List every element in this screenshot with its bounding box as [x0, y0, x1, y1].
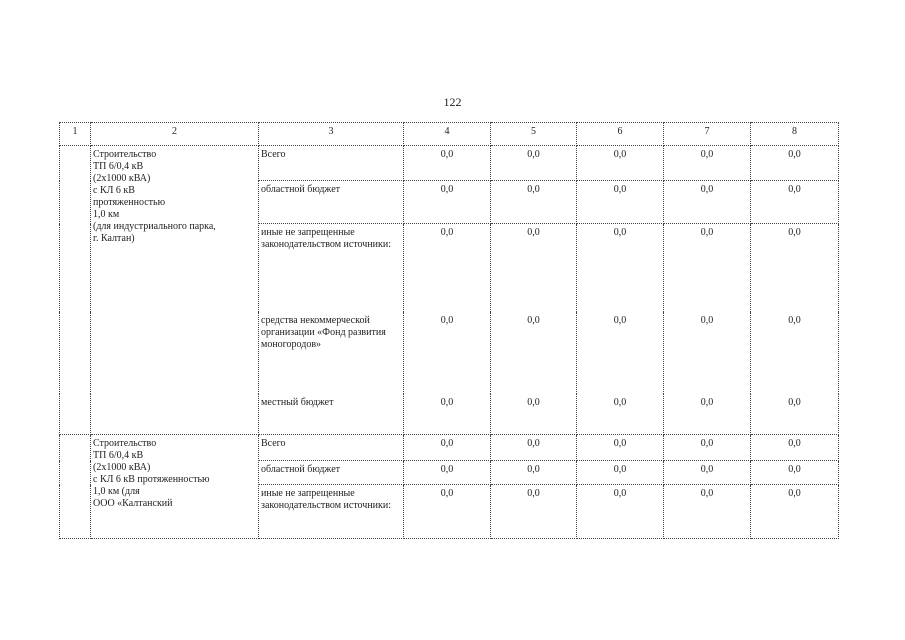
- value-cell: 0,0: [577, 435, 664, 461]
- header-cell: 7: [664, 123, 751, 146]
- value-cell: 0,0: [404, 312, 491, 394]
- funding-source: средства некоммерческой организации «Фонд развития моногородов»: [259, 312, 404, 394]
- value-cell: 0,0: [664, 394, 751, 435]
- value-cell: 0,0: [577, 224, 664, 312]
- value-cell: 0,0: [491, 224, 577, 312]
- value-cell: 0,0: [751, 312, 839, 394]
- header-cell: 6: [577, 123, 664, 146]
- header-cell: 5: [491, 123, 577, 146]
- value-cell: 0,0: [664, 146, 751, 181]
- value-cell: 0,0: [491, 181, 577, 224]
- value-cell: 0,0: [491, 146, 577, 181]
- value-cell: 0,0: [404, 394, 491, 435]
- value-cell: 0,0: [664, 461, 751, 485]
- value-cell: 0,0: [491, 312, 577, 394]
- row-index-cell: [60, 435, 91, 539]
- header-cell: 8: [751, 123, 839, 146]
- page-number: 122: [443, 95, 462, 109]
- header-cell: 4: [404, 123, 491, 146]
- value-cell: 0,0: [491, 435, 577, 461]
- value-cell: 0,0: [664, 224, 751, 312]
- table-row: [60, 146, 839, 181]
- table-row: [60, 435, 839, 461]
- budget-table: [59, 122, 839, 539]
- value-cell: 0,0: [751, 181, 839, 224]
- funding-source: Всего: [259, 146, 404, 181]
- value-cell: 0,0: [404, 181, 491, 224]
- value-cell: 0,0: [404, 224, 491, 312]
- funding-source: иные не запрещенные законодательством источники:: [259, 485, 404, 539]
- value-cell: 0,0: [577, 312, 664, 394]
- value-cell: 0,0: [664, 485, 751, 539]
- funding-source: областной бюджет: [259, 461, 404, 485]
- value-cell: 0,0: [751, 394, 839, 435]
- header-row: [60, 123, 839, 146]
- value-cell: 0,0: [664, 181, 751, 224]
- value-cell: 0,0: [404, 146, 491, 181]
- header-cell: 1: [60, 123, 91, 146]
- value-cell: 0,0: [404, 461, 491, 485]
- value-cell: 0,0: [491, 485, 577, 539]
- value-cell: 0,0: [751, 435, 839, 461]
- value-cell: 0,0: [577, 485, 664, 539]
- row-index-cell: [60, 146, 91, 435]
- value-cell: 0,0: [751, 224, 839, 312]
- funding-source: областной бюджет: [259, 181, 404, 224]
- value-cell: 0,0: [577, 461, 664, 485]
- value-cell: 0,0: [664, 435, 751, 461]
- header-cell: 3: [259, 123, 404, 146]
- funding-source: местный бюджет: [259, 394, 404, 435]
- funding-source: Всего: [259, 435, 404, 461]
- value-cell: 0,0: [491, 461, 577, 485]
- value-cell: 0,0: [577, 181, 664, 224]
- object-description: Строительство ТП 6/0,4 кВ (2х1000 кВА) с КЛ 6 кВ протяженностью 1,0 км (для индустриального парка, г. Калтан): [91, 146, 259, 435]
- value-cell: 0,0: [664, 312, 751, 394]
- value-cell: 0,0: [751, 461, 839, 485]
- value-cell: 0,0: [751, 146, 839, 181]
- value-cell: 0,0: [404, 485, 491, 539]
- value-cell: 0,0: [577, 394, 664, 435]
- header-cell: 2: [91, 123, 259, 146]
- value-cell: 0,0: [404, 435, 491, 461]
- value-cell: 0,0: [751, 485, 839, 539]
- value-cell: 0,0: [491, 394, 577, 435]
- object-description: Строительство ТП 6/0,4 кВ (2х1000 кВА) с КЛ 6 кВ протяженностью 1,0 км (для ООО «Калтанский: [91, 435, 259, 539]
- funding-source: иные не запрещенные законодательством источники:: [259, 224, 404, 312]
- value-cell: 0,0: [577, 146, 664, 181]
